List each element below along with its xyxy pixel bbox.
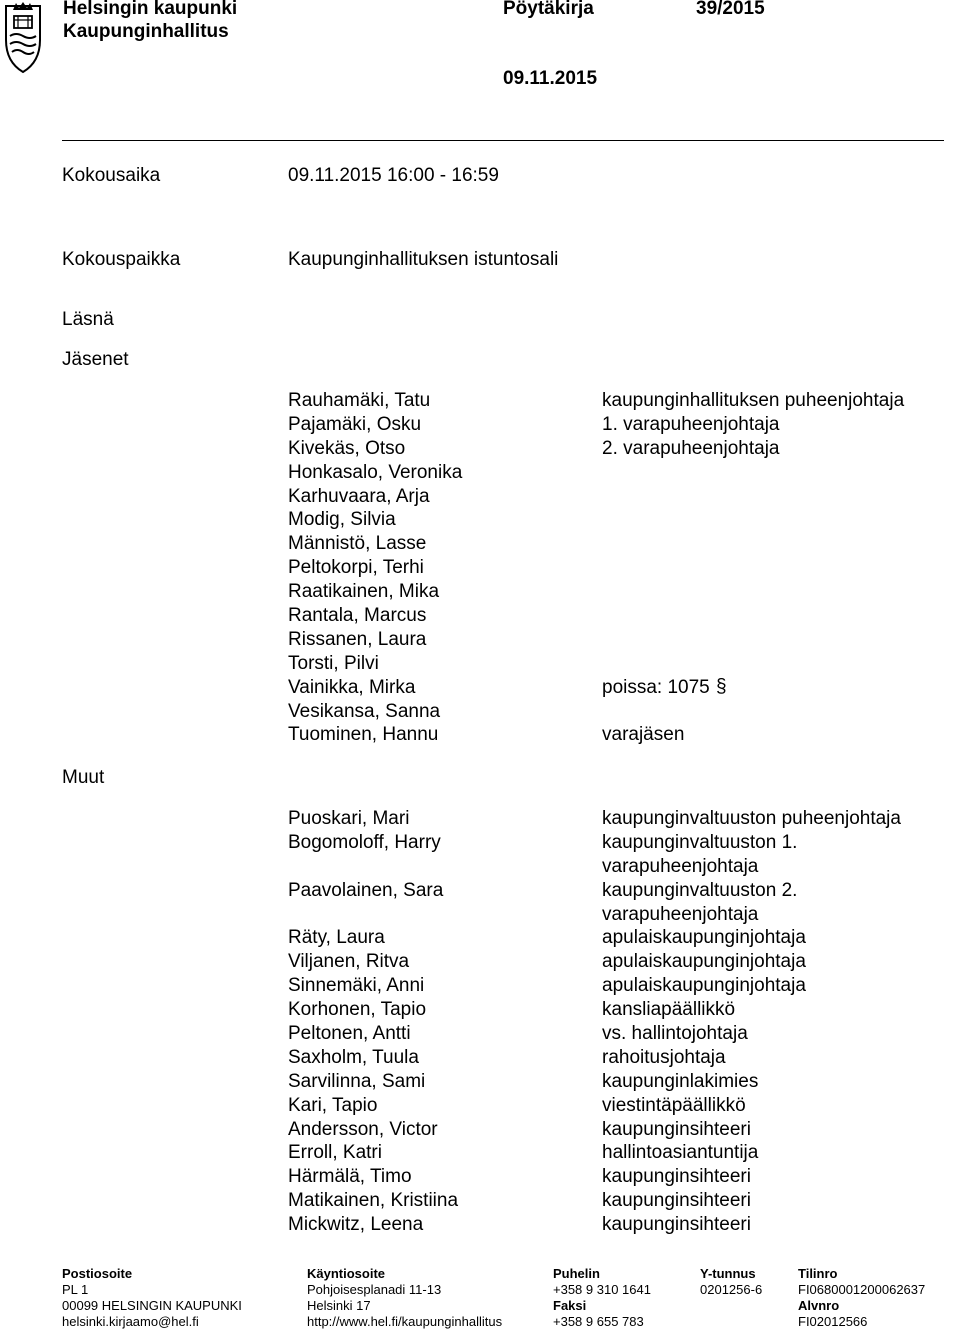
- footer-account: [798, 1266, 925, 1330]
- footer-business-id-value: 0201256-6: [700, 1282, 763, 1297]
- members-label: Jäsenet: [62, 349, 129, 370]
- member-name: Kivekäs, Otso: [288, 437, 406, 459]
- other-name: Bogomoloff, Harry: [288, 831, 441, 853]
- other-role: kaupunginsihteeri: [602, 1214, 751, 1236]
- member-name: Raatikainen, Mika: [288, 581, 440, 603]
- footer-visiting-heading: Käyntiosoite: [307, 1266, 386, 1281]
- member-name: Honkasalo, Veronika: [288, 461, 463, 483]
- other-name: [288, 855, 458, 879]
- footer-phone-number: +358 9 310 1641: [553, 1282, 651, 1297]
- other-role: apulaiskaupunginjohtaja: [602, 927, 806, 949]
- member-role: [602, 604, 904, 628]
- footer-vat-number: FI02012566: [798, 1314, 868, 1329]
- footer-business-id-heading: Y-tunnus: [700, 1266, 756, 1281]
- member-role: 1. varapuheenjohtaja: [602, 413, 780, 435]
- meeting-place-label: Kokouspaikka: [62, 249, 181, 270]
- other-role: hallintoasiantuntija: [602, 1142, 759, 1164]
- footer-phone-heading: Puhelin: [553, 1266, 600, 1281]
- footer-business-id: [700, 1266, 762, 1298]
- other-role: apulaiskaupunginjohtaja: [602, 951, 806, 973]
- others-label: Muut: [62, 767, 105, 788]
- footer-visiting-line: Helsinki 17: [307, 1298, 371, 1313]
- footer-postal-heading: Postiosoite: [62, 1266, 133, 1281]
- other-name: Erroll, Katri: [288, 1142, 382, 1164]
- other-name: Kari, Tapio: [288, 1094, 378, 1116]
- member-name: Rauhamäki, Tatu: [288, 390, 431, 411]
- member-role: [602, 628, 904, 652]
- other-role: viestintäpäällikkö: [602, 1094, 746, 1116]
- doc-date: 09.11.2015: [503, 68, 598, 89]
- other-role: kaupunginsihteeri: [602, 1166, 751, 1188]
- header-divider: [62, 140, 944, 141]
- other-name: Saxholm, Tuula: [288, 1046, 419, 1068]
- member-name: Männistö, Lasse: [288, 533, 427, 555]
- other-name: Korhonen, Tapio: [288, 999, 427, 1021]
- footer-account-heading: Tilinro: [798, 1266, 838, 1281]
- other-name: Sinnemäki, Anni: [288, 975, 425, 997]
- member-role: kaupunginhallituksen puheenjohtaja: [602, 390, 905, 411]
- footer-phone: [553, 1266, 651, 1330]
- svg-text:§: §: [715, 675, 727, 696]
- member-name: Peltokorpi, Terhi: [288, 557, 424, 579]
- footer-fax-number: +358 9 655 783: [553, 1314, 644, 1329]
- member-name: Vesikansa, Sanna: [288, 700, 441, 722]
- helsinki-crest-logo: [0, 0, 46, 76]
- other-role: kaupunginvaltuuston 1.: [602, 831, 798, 853]
- meeting-time-label: Kokousaika: [62, 165, 161, 186]
- member-role: [602, 700, 904, 724]
- other-name: Puoskari, Mari: [288, 808, 410, 829]
- member-name: Tuominen, Hannu: [288, 724, 439, 746]
- other-role: kaupunginsihteeri: [602, 1118, 751, 1140]
- member-name: Torsti, Pilvi: [288, 652, 379, 674]
- doc-number: 39/2015: [696, 0, 765, 19]
- footer-vat-heading: Alvnro: [798, 1298, 840, 1313]
- member-role: [602, 652, 904, 676]
- other-role: kaupunginlakimies: [602, 1070, 759, 1092]
- footer-account-number: FI0680001200062637: [798, 1282, 926, 1297]
- other-name: Härmälä, Timo: [288, 1166, 412, 1188]
- other-name: Mickwitz, Leena: [288, 1214, 424, 1236]
- other-role: apulaiskaupunginjohtaja: [602, 975, 806, 997]
- member-role: [602, 508, 904, 532]
- member-role: [602, 580, 904, 604]
- member-role: 2. varapuheenjohtaja: [602, 437, 780, 459]
- doc-type: Pöytäkirja: [503, 0, 594, 19]
- member-name: Vainikka, Mirka: [288, 676, 416, 698]
- other-role: kaupunginvaltuuston 2.: [602, 879, 798, 901]
- footer-visiting-address: [307, 1266, 502, 1330]
- other-name: Sarvilinna, Sami: [288, 1070, 426, 1092]
- other-name: Paavolainen, Sara: [288, 879, 444, 901]
- footer-postal-address: [62, 1266, 242, 1330]
- member-role: [602, 556, 904, 580]
- member-role: varajäsen: [602, 724, 685, 746]
- other-name: Matikainen, Kristiina: [288, 1190, 459, 1212]
- others-names-column: [288, 807, 458, 1237]
- present-label: Läsnä: [62, 309, 114, 330]
- org-body: Kaupunginhallitus: [63, 21, 229, 42]
- member-name: Modig, Silvia: [288, 509, 396, 531]
- other-role: kansliapäällikkö: [602, 999, 736, 1021]
- footer-postal-line: PL 1: [62, 1282, 89, 1297]
- other-role: vs. hallintojohtaja: [602, 1023, 748, 1045]
- other-role: kaupunginsihteeri: [602, 1190, 751, 1212]
- other-role: varapuheenjohtaja: [602, 903, 759, 925]
- members-roles-column: [602, 389, 904, 747]
- member-role: [602, 532, 904, 556]
- other-role: varapuheenjohtaja: [602, 855, 759, 877]
- member-name: Pajamäki, Osku: [288, 413, 422, 435]
- member-role: [602, 485, 904, 509]
- footer-postal-line: 00099 HELSINGIN KAUPUNKI: [62, 1298, 242, 1313]
- meeting-place-value: Kaupunginhallituksen istuntosali: [288, 249, 559, 270]
- org-name: Helsingin kaupunki: [63, 0, 238, 19]
- member-name: Rissanen, Laura: [288, 628, 427, 650]
- other-name: Andersson, Victor: [288, 1118, 438, 1140]
- other-name: Peltonen, Antti: [288, 1023, 411, 1045]
- footer-visiting-line: Pohjoisesplanadi 11-13: [307, 1282, 442, 1297]
- other-name: Räty, Laura: [288, 927, 385, 949]
- footer-fax-heading: Faksi: [553, 1298, 587, 1313]
- member-name: Karhuvaara, Arja: [288, 485, 430, 507]
- members-names-column: [288, 389, 462, 747]
- others-roles-column: [602, 807, 901, 1237]
- member-name: Rantala, Marcus: [288, 605, 427, 627]
- member-role: [602, 461, 904, 485]
- footer-website-link[interactable]: http://www.hel.fi/kaupunginhallitus: [307, 1314, 503, 1329]
- meeting-time-value: 09.11.2015 16:00 - 16:59: [288, 165, 499, 186]
- other-role: rahoitusjohtaja: [602, 1046, 726, 1068]
- section-sign-icon: [716, 676, 728, 696]
- member-role: poissa: 1075: [602, 676, 710, 698]
- footer-email-link[interactable]: helsinki.kirjaamo@hel.fi: [62, 1314, 199, 1329]
- other-name: Viljanen, Ritva: [288, 951, 410, 973]
- other-name: [288, 903, 458, 927]
- other-role: kaupunginvaltuuston puheenjohtaja: [602, 808, 901, 829]
